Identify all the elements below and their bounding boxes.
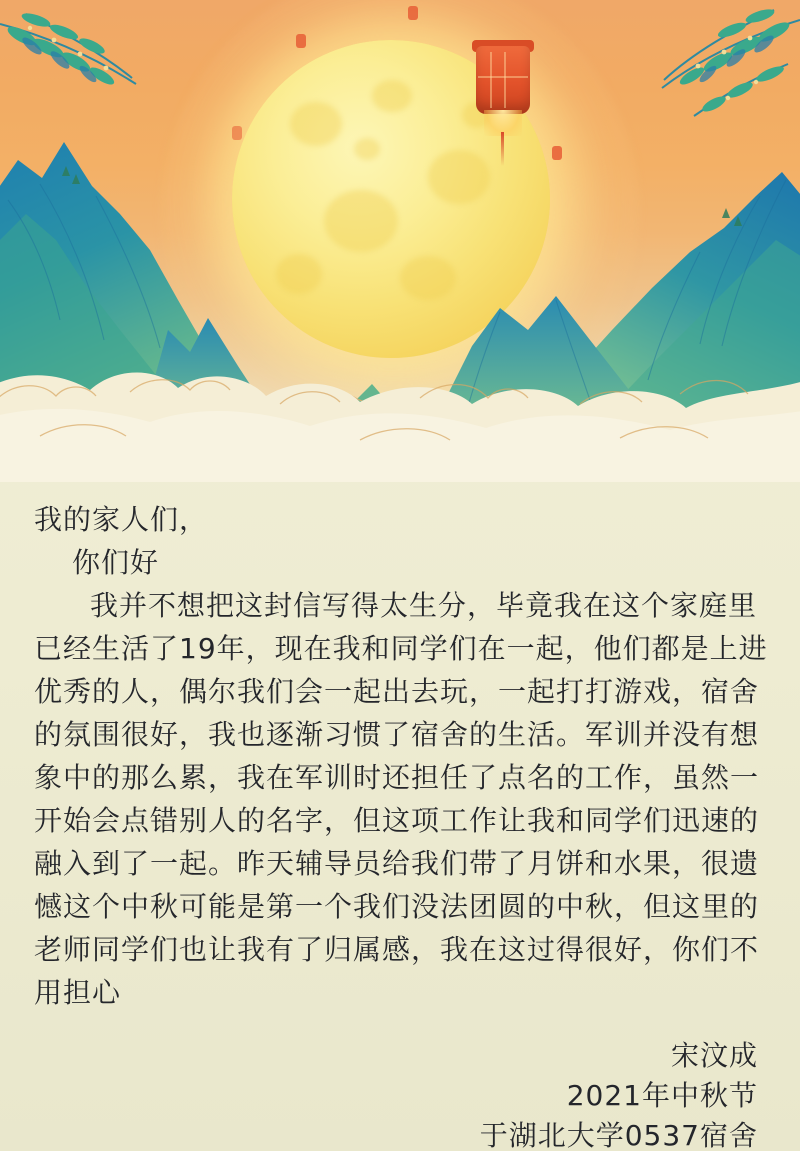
letter-body [0,482,800,1151]
signature-location: 于湖北大学0537宿舍 [479,1119,758,1151]
foliage-right-icon [574,4,800,134]
letter-paragraph: 我并不想把这封信写得太生分，毕竟我在这个家庭里已经生活了19年，现在我和同学们在一起，他们都是上进优秀的人，偶尔我们会一起出去玩，一起打打游戏，宿舍的氛围很好，我也逐渐习惯了宿舍的生活。军训并没有想象中的那么累，我在军训时还担任了点名的工作，虽然一开始会点错别人的名字，但这项工作让我和同学们迅速的融入到了一起。昨天辅导员给我们带了月饼和水果，很遗憾这个中秋可能是第一个我们没法团圆的中秋，但这里的老师同学们也让我有了归属感，我在这过得很好，你们不用担心 [34,589,768,1009]
foliage-left-icon [0,6,226,126]
letter-greeting: 你们好 [72,546,160,579]
signature-name: 宋汶成 [670,1039,758,1072]
letter-signature [34,1036,770,1151]
cloud-band [0,332,800,482]
letter-salutation: 我的家人们， [34,503,209,536]
mid-autumn-illustration [0,0,800,482]
signature-date: 2021年中秋节 [566,1079,758,1112]
